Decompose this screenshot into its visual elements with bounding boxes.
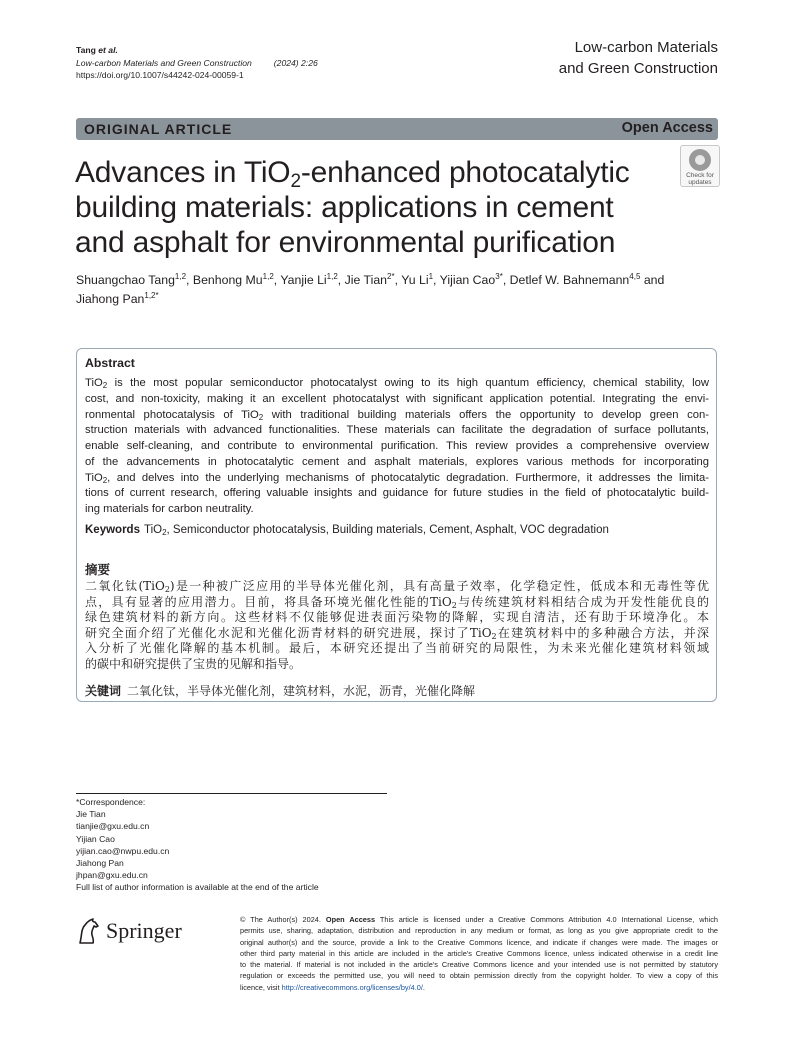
keywords: Keywords TiO$_2$, Semiconductor photocatalysis, Building materials, Cement, Asphalt, VOC degradation xyxy=(85,524,609,537)
check-for-updates-badge[interactable]: Check for updates xyxy=(680,145,720,187)
email-link[interactable]: jhpan@gxu.edu.cn xyxy=(76,870,148,881)
chinese-abstract-text: 二氧化钛(TiO$_2$)是一种被广泛应用的半导体光催化剂，具有高量子效率，化学稳定性，低成本和无毒性等优 点，具有显著的应用潜力。目前，将具备环境光催化性能的TiO$_2$与传统建筑材料相结合成为开发性能优良的 绿色建筑材料的新方向。这些材料不仅能够促进表面污染物的降解，实现自清洁，还有助于环境净化。本 研究全面介绍了光催化水泥和光催化沥青材料的研究进展，探讨了TiO$_2$在建筑材料中的多种融合方法，并深 入分析了光催化降解的基本机制。最后，本研究还提出了当前研究的局限性，为未来光催化建筑材料领域 的碳中和研究提供了宝贵的见解和指导。 xyxy=(85,579,709,671)
check-updates-icon xyxy=(689,149,711,171)
header-doi[interactable]: https://doi.org/10.1007/s44242-024-00059-1 xyxy=(76,70,244,80)
open-access-label: Open Access xyxy=(621,120,713,136)
journal-name: Low-carbon Materials and Green Construction xyxy=(558,39,718,77)
abstract-heading: Abstract xyxy=(85,356,135,370)
springer-logo: Springer xyxy=(76,917,196,947)
license-statement: © The Author(s) 2024. Open Access This article is licensed under a Creative Commons Attribution 4.0 International License, which permits use, sharing, adaptation, distribution and reproduction in any medium or format, as long as you give appropriate credit to the original author(s) and the source, provide a link to the Creative Commons licence, and indicate if changes were made. The images or other third party material in this article are included in the article's Creative Commons licence, unless indicated otherwise in a credit line to the material. If material is not included in the article's Creative Commons licence and your intended use is not permitted by statutory regulation or exceeds the permitted use, you will need to obtain permission directly from the copyright holder. To view a copy of this licence, visit http://creativecommons.org/licenses/by/4.0/. xyxy=(240,915,718,992)
abstract-text: TiO$_2$ is the most popular semiconductor photocatalyst owing to its high quantum efficiency, chemical stability, low cost, and non-toxicity, making it an excellent photocatalyst with significant application potential. Integrating the envi- ronmental photocatalysis of TiO$_2$ with traditional building materials offers the opportunity to develop green con- struction materials with advanced functionalities. These materials can facilitate the degradation of surface pollutants, enable self-cleaning, and contribute to environmental purification. This review provides a comprehensive overview of the advancements in photocatalytic cement and asphalt materials, explores various methods for incorporating TiO$_2$, and delves into the underlying mechanisms of photocatalytic degradation. Furthermore, it addresses the limita- tions of current research, offering valuable insights and guidance for future studies in the field of photocatalytic build- ing materials for carbon neutrality. xyxy=(85,377,709,515)
article-type: ORIGINAL ARTICLE xyxy=(84,121,233,137)
springer-horse-icon xyxy=(76,917,102,945)
author-list: Shuangchao Tang$^{1,2}$, Benhong Mu$^{1,2}$, Yanjie Li$^{1,2}$, Jie Tian$^{2*}$, Yu Li$^1$, Yijian Cao$^{3*}$, Detlef W. Bahnemann$^{4,5}$ and Jiahong Pan$^{1,2*}$ xyxy=(76,271,665,306)
chinese-abstract-heading: 摘要 xyxy=(85,563,111,577)
chinese-keywords: 关键词 二氧化钛，半导体光催化剂，建筑材料，水泥，沥青，光催化降解 xyxy=(85,684,476,698)
correspondence-footnote: *Correspondence: Jie Tian tianjie@gxu.edu.cn Yijian Cao yijian.cao@nwpu.edu.cn Jiahong Pan jhpan@gxu.edu.cn Full list of author information is available at the end of the article xyxy=(76,797,319,893)
header-citation: Low-carbon Materials and Green Construction (2024) 2:26 xyxy=(76,57,318,68)
article-title: Advances in TiO$_2$-enhanced photocatalytic building materials: applications in cement and asphalt for environmental purification xyxy=(75,156,630,259)
header-authors: Tang et al. xyxy=(76,45,118,55)
email-link[interactable]: yijian.cao@nwpu.edu.cn xyxy=(76,845,170,856)
license-link[interactable]: http://creativecommons.org/licenses/by/4.0/ xyxy=(281,982,423,992)
article-type-band xyxy=(76,118,718,140)
footnote-rule xyxy=(76,793,387,794)
running-header xyxy=(76,44,318,82)
email-link[interactable]: tianjie@gxu.edu.cn xyxy=(76,821,150,832)
